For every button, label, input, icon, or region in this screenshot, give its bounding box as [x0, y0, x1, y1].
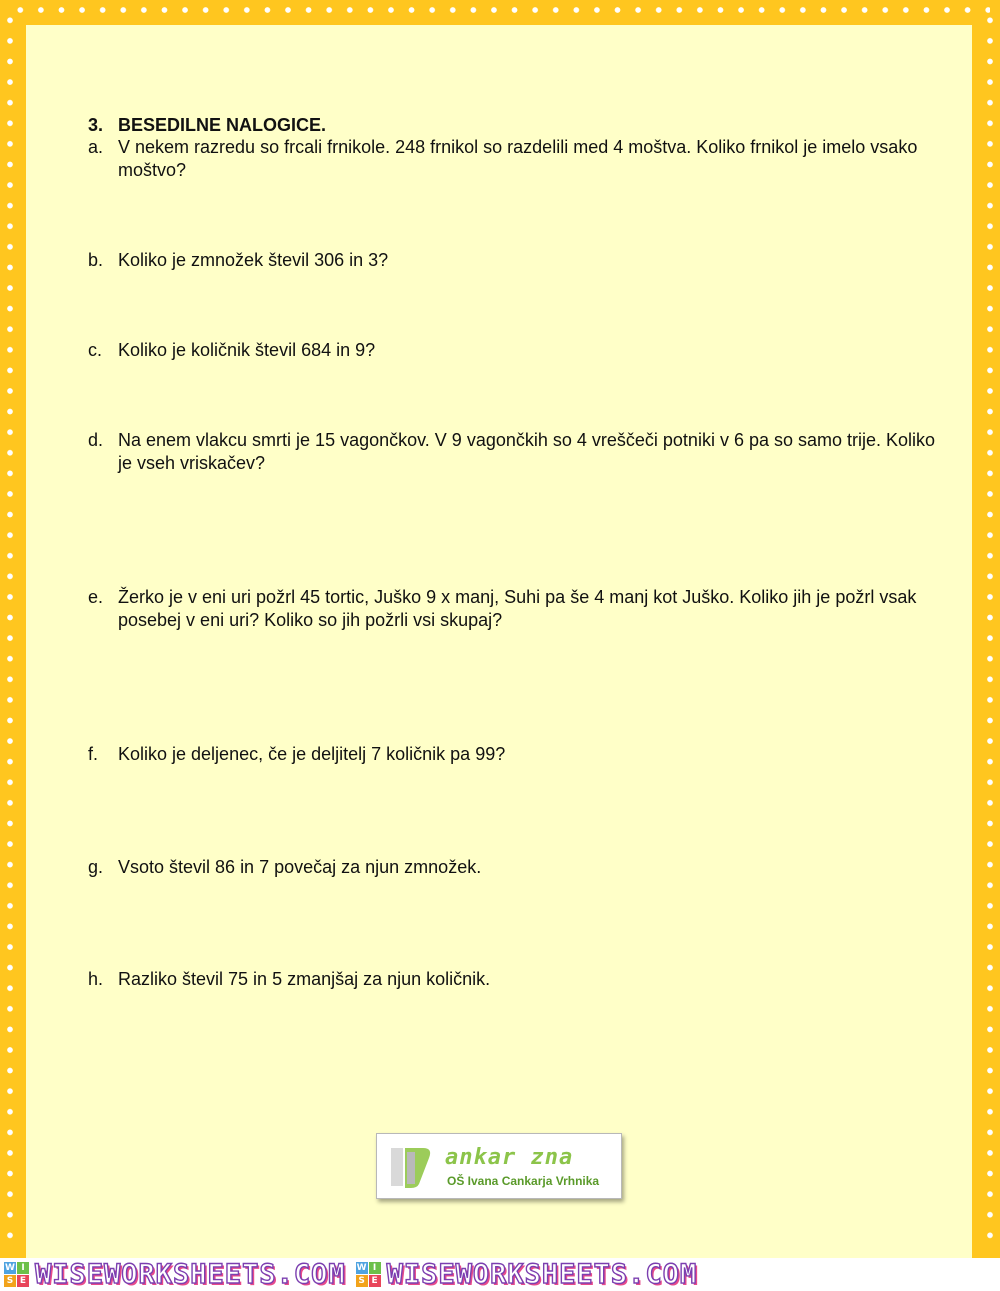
task-d	[88, 429, 938, 475]
watermark-badge-icon	[4, 1262, 29, 1287]
task-c	[88, 339, 938, 362]
task-label: h.	[88, 969, 104, 989]
task-label: a.	[88, 137, 104, 157]
watermark-unit	[0, 1259, 346, 1290]
watermark-unit	[352, 1259, 698, 1290]
task-a	[88, 136, 938, 182]
border-dots-right	[986, 10, 994, 1252]
task-label: b.	[88, 250, 104, 270]
school-logo	[376, 1133, 622, 1199]
logo-title: ankar zna	[445, 1145, 574, 1170]
badge-letter: S	[356, 1275, 368, 1287]
badge-letter: S	[4, 1275, 16, 1287]
task-text: Vsoto števil 86 in 7 povečaj za njun zmnožek.	[118, 857, 482, 877]
task-label: e.	[88, 587, 104, 607]
watermark-text: WISEWORKSHEETS.COM	[386, 1259, 698, 1290]
watermark-bar	[0, 1258, 1000, 1291]
task-label: c.	[88, 340, 103, 360]
badge-letter: E	[369, 1275, 381, 1287]
watermark-badge-icon	[356, 1262, 381, 1287]
badge-letter: W	[356, 1263, 367, 1273]
task-b	[88, 249, 938, 272]
task-h	[88, 968, 938, 991]
task-text: Razliko števil 75 in 5 zmanjšaj za njun količnik.	[118, 969, 491, 989]
badge-letter: E	[17, 1275, 29, 1287]
section-title: BESEDILNE NALOGICE.	[118, 115, 327, 135]
section-number: 3.	[88, 115, 104, 135]
border-dots-left	[6, 10, 14, 1252]
task-f	[88, 743, 938, 766]
task-g	[88, 856, 938, 879]
task-text: V nekem razredu so frcali frnikole. 248 frnikol so razdelili med 4 moštva. Koliko frnikol je imelo vsako moštvo?	[118, 137, 918, 180]
task-text: Žerko je v eni uri požrl 45 tortic, Juško 9 x manj, Suhi pa še 4 manj kot Juško. Koliko jih je požrl vsak posebej v eni uri? Koliko so jih požrli vsi skupaj?	[118, 587, 917, 630]
worksheet-content	[88, 114, 938, 989]
worksheet-sheet	[26, 25, 972, 1258]
badge-letter: W	[5, 1263, 15, 1273]
section-heading	[88, 114, 938, 137]
task-e	[88, 586, 938, 632]
task-text: Koliko je deljenec, če je deljitelj 7 količnik pa 99?	[118, 744, 506, 764]
school-logo-icon	[389, 1144, 433, 1190]
badge-letter: I	[369, 1262, 381, 1274]
task-label: f.	[88, 744, 99, 764]
task-text: Koliko je zmnožek števil 306 in 3?	[118, 250, 389, 270]
border-dots-top	[10, 6, 990, 14]
task-label: d.	[88, 430, 104, 450]
badge-letter: I	[17, 1262, 29, 1274]
watermark-text: WISEWORKSHEETS.COM	[35, 1259, 346, 1290]
logo-subtitle: OŠ Ivana Cankarja Vrhnika	[447, 1174, 600, 1188]
task-text: Na enem vlakcu smrti je 15 vagončkov. V 9 vagončkih so 4 vreščeči potniki v 6 pa so samo trije. Koliko je vseh vriskačev?	[118, 430, 936, 473]
task-text: Koliko je količnik števil 684 in 9?	[118, 340, 376, 360]
task-label: g.	[88, 857, 104, 877]
